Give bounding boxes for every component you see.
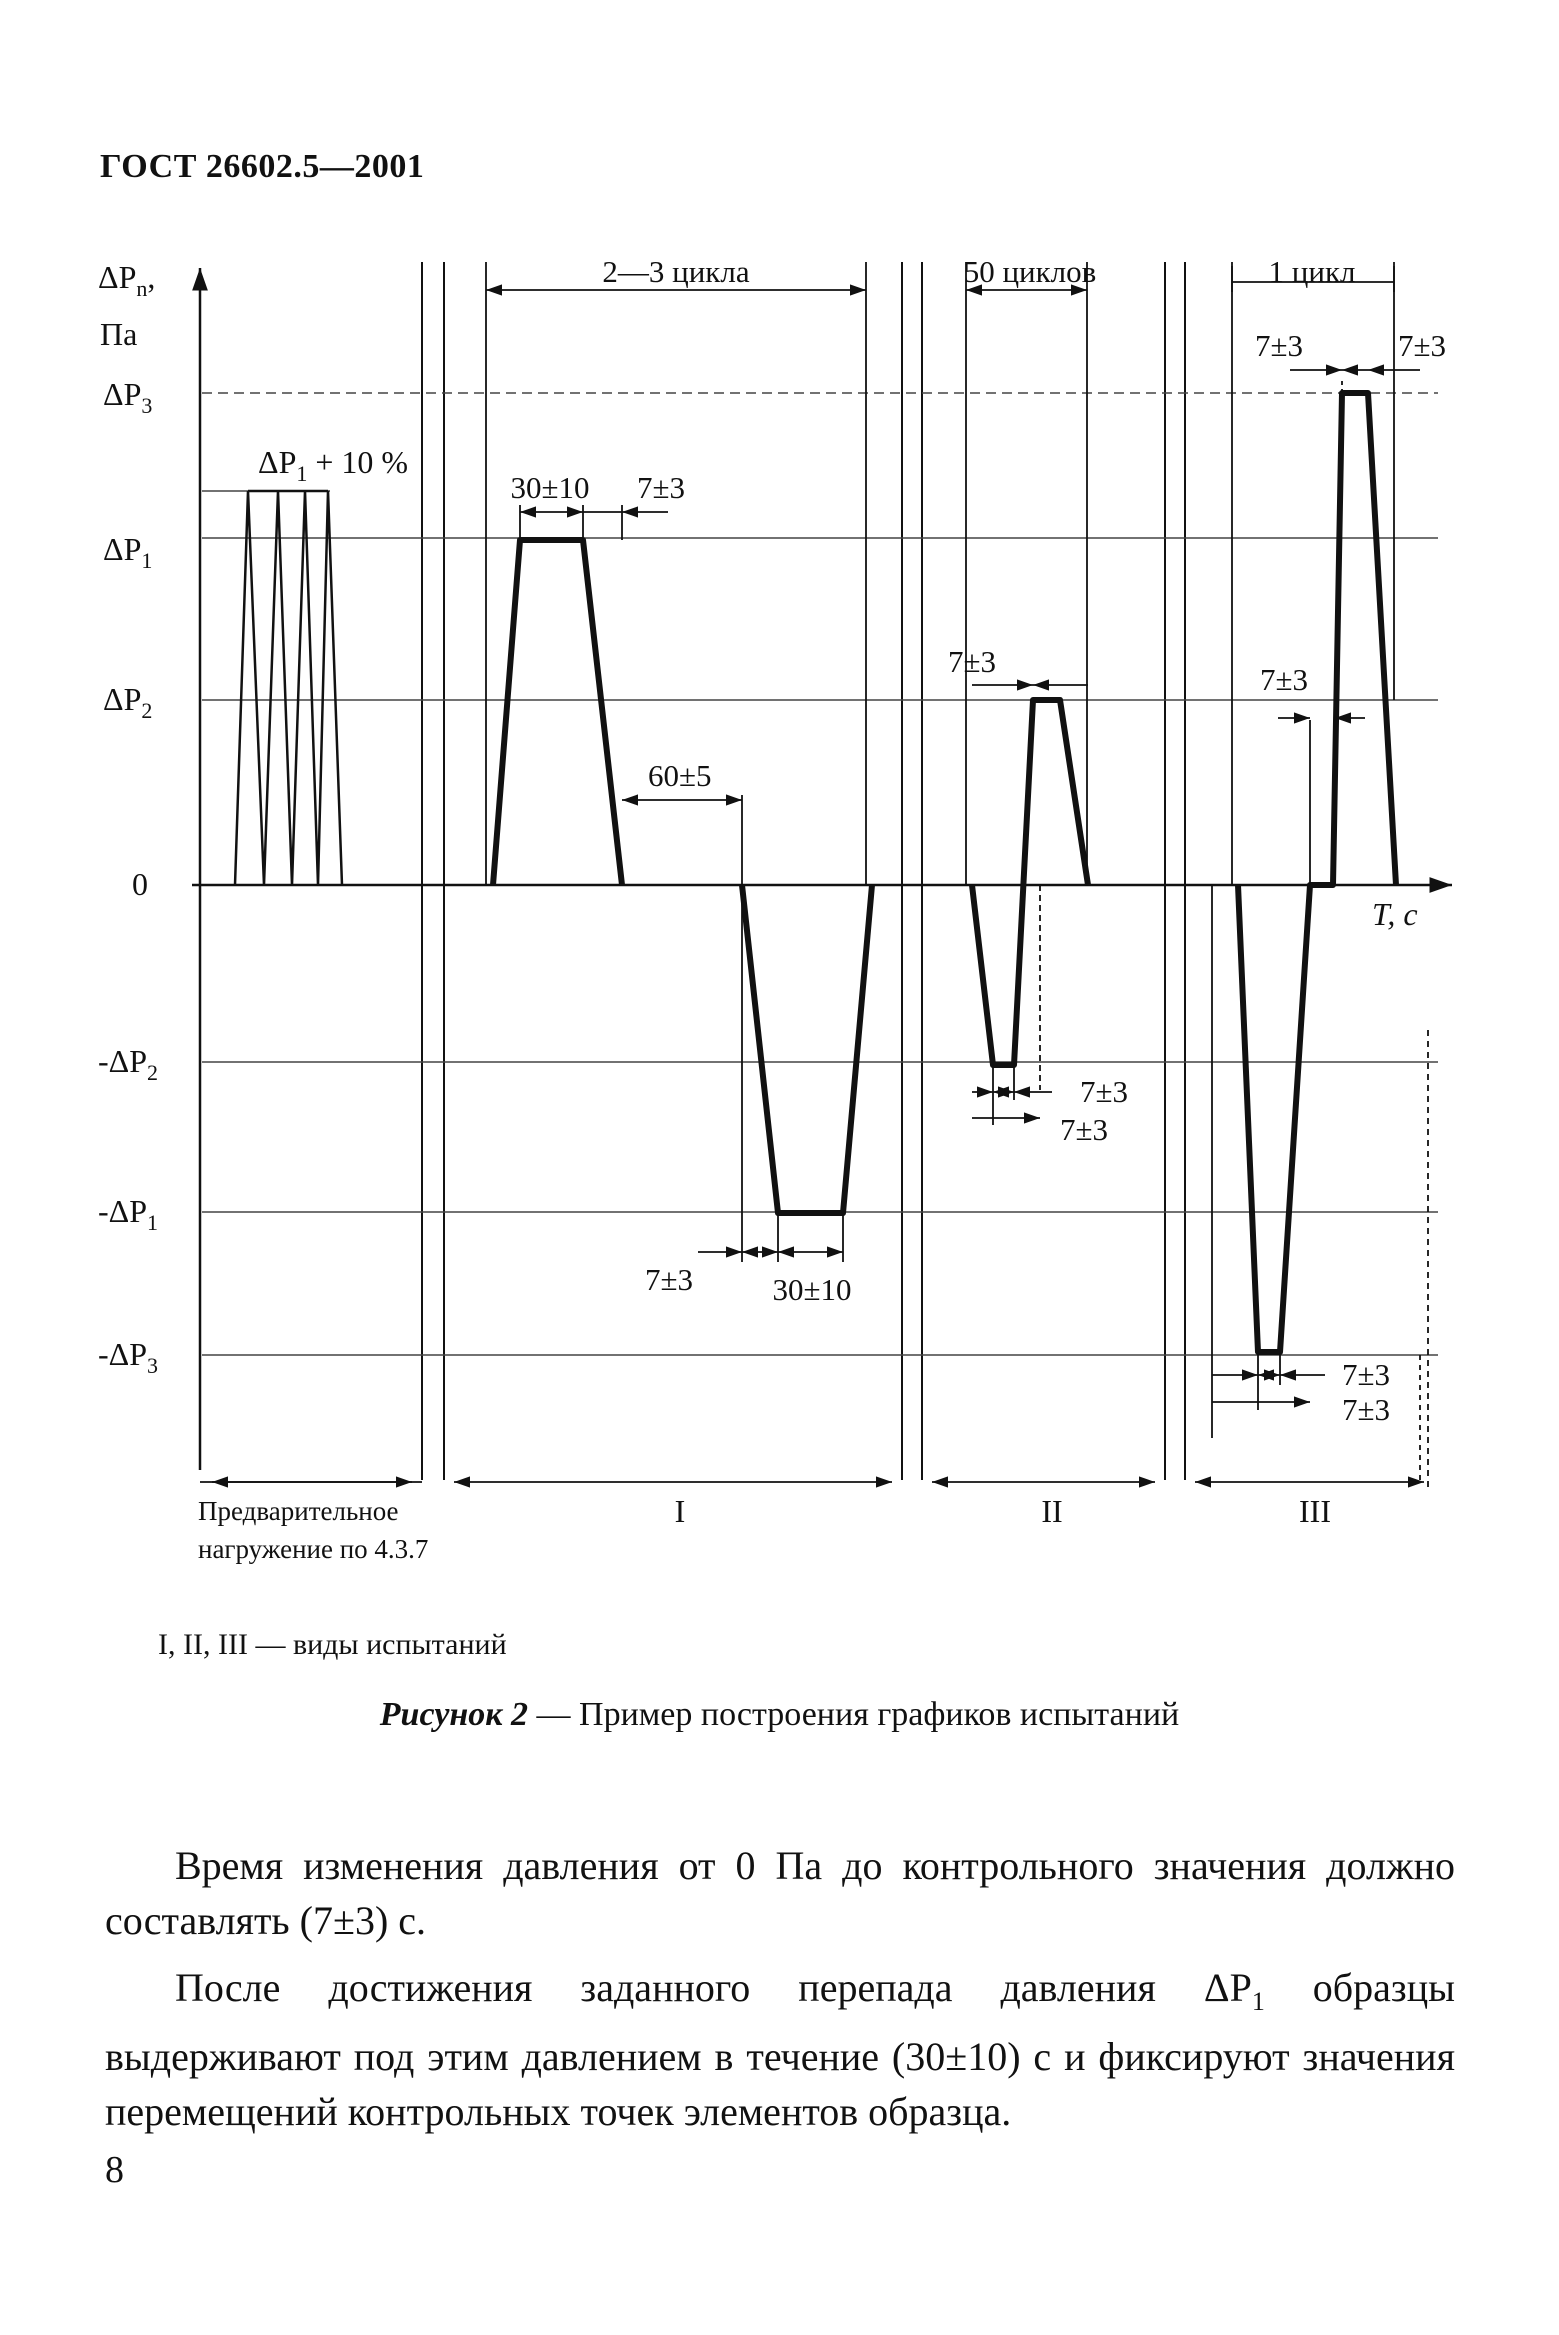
preload-level-label: $\Delta P_1 + 10$ %: [258, 444, 409, 486]
level-label-minus-dp3: $-\Delta P_3$: [98, 1336, 159, 1378]
page-number: 8: [105, 2149, 124, 2191]
preload-range-label-line2: нагружение по 4.3.7: [198, 1534, 429, 1564]
caption-label: Рисунок 2: [379, 1696, 529, 1733]
test-label-III: III: [1299, 1493, 1331, 1529]
dim-hold-top: 30±10: [510, 470, 590, 505]
dim-ramp-III-low1: 7±3: [1342, 1357, 1391, 1392]
figure-legend: I, II, III — виды испытаний: [158, 1628, 507, 1661]
level-label-dp2: $\Delta P_2$: [103, 681, 153, 723]
x-axis-title: T, c: [1372, 896, 1418, 932]
dim-ramp-III-top-right: 7±3: [1398, 328, 1447, 363]
test-curve-III: [1238, 393, 1396, 1352]
caption-dash: —: [528, 1696, 580, 1733]
dim-ramp-bottom: 7±3: [645, 1262, 694, 1297]
dim-pause: 60±5: [648, 758, 712, 793]
figure-caption: [0, 1696, 1559, 1734]
document-header: ГОСТ 26602.5—2001: [100, 148, 425, 185]
test-label-II: II: [1041, 1493, 1063, 1529]
test-curve-II: [972, 700, 1088, 1065]
dim-ramp-III-top-left: 7±3: [1255, 328, 1304, 363]
paragraph-hold-time: После достижения заданного перепада давления $\Delta P_1$ образцы выдерживают под этим давлением в течение (30±10) с и фиксируют значения перемещений контрольных точек элементов образца.: [105, 1965, 1455, 2134]
preload-cycles: [235, 491, 342, 885]
level-label-minus-dp1: $-\Delta P_1$: [98, 1193, 159, 1235]
dim-ramp-II-mid: 7±3: [1080, 1074, 1129, 1109]
preload-range-label-line1: Предварительное: [198, 1496, 399, 1526]
dim-ramp-III-mid: 7±3: [1260, 662, 1309, 697]
dim-ramp-II-top: 7±3: [948, 644, 997, 679]
y-axis-title: $\Delta P_n$,: [98, 259, 156, 301]
test-label-I: I: [674, 1493, 686, 1529]
caption-text: Пример построения графиков испытаний: [579, 1696, 1180, 1733]
test-curve-I: [493, 540, 872, 1213]
level-label-zero: 0: [132, 866, 148, 902]
level-label-dp3: $\Delta P_3$: [103, 376, 153, 418]
dim-ramp-III-low2: 7±3: [1342, 1392, 1391, 1427]
paragraph-ramp-time: Время изменения давления от 0 Па до контрольного значения должно составлять (7±3) с.: [105, 1843, 1455, 1943]
dimension-arrows-I: [520, 505, 843, 1262]
dimension-arrows-III: [1212, 370, 1420, 1410]
span-label-I: 2—3 цикла: [602, 254, 750, 289]
y-axis-unit: Па: [100, 316, 138, 352]
dim-ramp-top: 7±3: [637, 470, 686, 505]
dim-hold-bottom: 30±10: [772, 1272, 852, 1307]
span-label-II: 50 циклов: [963, 254, 1097, 289]
preload-zone: [235, 491, 342, 885]
span-label-III: 1 цикл: [1268, 254, 1356, 289]
y-axis-labels: [98, 259, 158, 1378]
level-label-minus-dp2: $-\Delta P_2$: [98, 1043, 159, 1085]
dim-ramp-II-low: 7±3: [1060, 1112, 1109, 1147]
level-label-dp1: $\Delta P_1$: [103, 531, 153, 573]
